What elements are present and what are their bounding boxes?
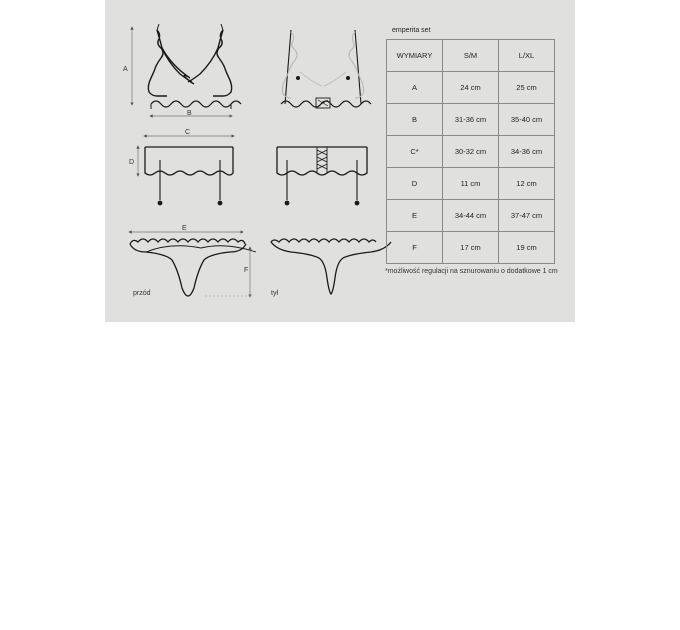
header-cell: S/M xyxy=(443,40,499,72)
set-name: emperita set xyxy=(392,27,431,34)
table-cell: C* xyxy=(387,136,443,168)
garter-front-drawing xyxy=(145,147,233,200)
thong-back-drawing xyxy=(271,239,391,294)
garter-back-drawing xyxy=(277,147,367,200)
dim-label-a: A xyxy=(123,66,128,73)
label-front: przód xyxy=(133,290,151,297)
bra-back-drawing xyxy=(281,30,371,108)
table-cell: 25 cm xyxy=(499,72,555,104)
table-cell: D xyxy=(387,168,443,200)
table-row xyxy=(387,104,555,136)
table-cell: F xyxy=(387,232,443,264)
size-table xyxy=(386,39,555,264)
header-cell: WYMIARY xyxy=(387,40,443,72)
table-row xyxy=(387,72,555,104)
table-cell: 30-32 cm xyxy=(443,136,499,168)
dim-label-e: E xyxy=(182,225,187,232)
thong-front-drawing xyxy=(130,239,256,296)
dim-label-c: C xyxy=(185,129,191,136)
table-cell: B xyxy=(387,104,443,136)
table-cell: 17 cm xyxy=(443,232,499,264)
table-cell: 12 cm xyxy=(499,168,555,200)
table-header-row xyxy=(387,40,555,72)
dim-label-b: B xyxy=(187,110,192,117)
table-cell: 19 cm xyxy=(499,232,555,264)
table-cell: 24 cm xyxy=(443,72,499,104)
table-cell: 35-40 cm xyxy=(499,104,555,136)
table-cell: 31-36 cm xyxy=(443,104,499,136)
table-cell: A xyxy=(387,72,443,104)
dim-label-f: F xyxy=(244,267,249,274)
header-cell: L/XL xyxy=(499,40,555,72)
table-cell: 37-47 cm xyxy=(499,200,555,232)
table-cell: 34-44 cm xyxy=(443,200,499,232)
table-row xyxy=(387,168,555,200)
table-cell: 11 cm xyxy=(443,168,499,200)
table-cell: 34-36 cm xyxy=(499,136,555,168)
table-row xyxy=(387,200,555,232)
label-back: tył xyxy=(271,290,278,297)
bra-front-drawing xyxy=(148,24,241,109)
dim-label-d: D xyxy=(129,159,135,166)
table-cell: E xyxy=(387,200,443,232)
footnote: *możliwość regulacji na sznurowaniu o dodatkowe 1 cm xyxy=(385,268,558,275)
table-row xyxy=(387,136,555,168)
table-row xyxy=(387,232,555,264)
size-chart-panel xyxy=(105,0,575,322)
